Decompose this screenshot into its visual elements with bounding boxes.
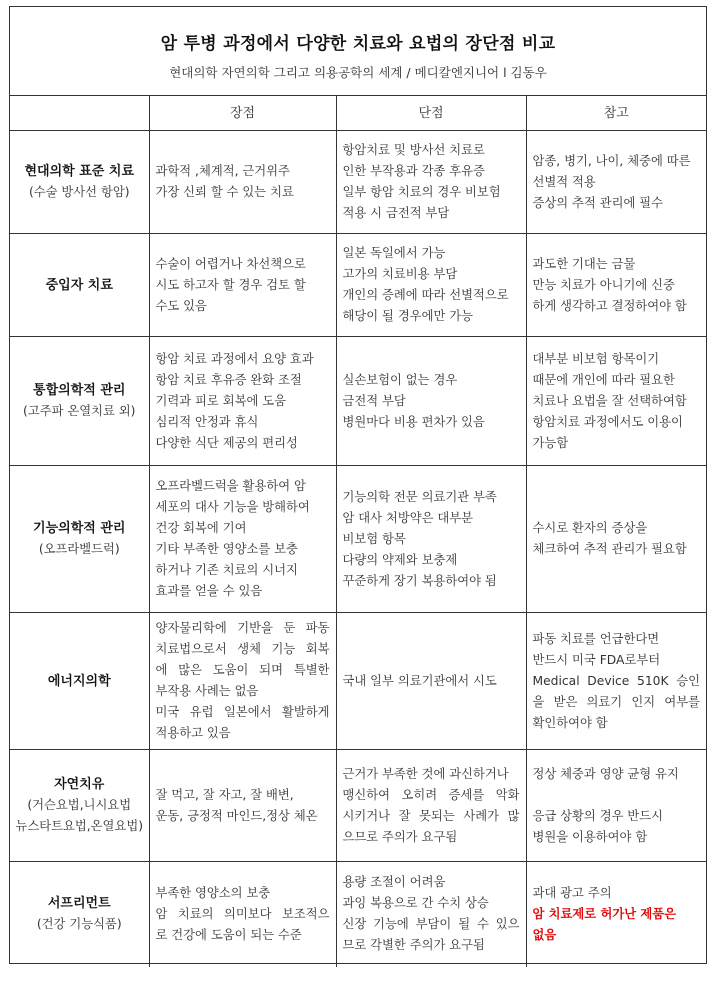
row-name: 에너지의학: [47, 673, 111, 689]
row-subtitle: (수술 방사선 항암): [28, 185, 130, 199]
pros-line: 로 건강에 도움이 되는 수준: [155, 927, 302, 942]
pros-line: 항암 치료 후유증 완화 조절: [155, 372, 302, 387]
comparison-document: [9, 6, 707, 964]
row-header: [10, 234, 149, 337]
pros-line: 부작용 사례는 없음: [155, 684, 259, 698]
note-cell: [526, 466, 706, 613]
document-title: 암 투병 과정에서 다양한 치료와 요법의 장단점 비교: [160, 34, 556, 54]
cons-line: 개인의 증례에 따라 선별적으로: [342, 288, 509, 302]
pros-line: 항암 치료 과정에서 요양 효과: [155, 351, 314, 366]
cons-line: 기능의학 전문 의료기관 부족: [342, 489, 497, 504]
pros-line: 과학적 ,체계적, 근거위주: [155, 164, 290, 178]
header-pros: 장점: [149, 96, 336, 131]
cons-cell: [336, 234, 526, 337]
note-cell: [526, 750, 706, 862]
cons-line: 실손보험이 없는 경우: [342, 372, 458, 387]
note-line: 확인하여야 함: [532, 715, 608, 730]
pros-line: 기타 부족한 영양소를 보충: [155, 542, 298, 556]
pros-line: 양자물리학에 기반을 둔 파동: [155, 621, 330, 635]
note-cell: [526, 131, 706, 234]
row-name: 중입자 치료: [45, 277, 113, 293]
pros-line: 에 많은 도움이 되며 특별한: [155, 663, 330, 677]
note-line: 선별적 적용: [532, 174, 596, 189]
cons-line: 인한 부작용과 각종 후유증: [342, 164, 485, 178]
table-row: [10, 613, 706, 750]
note-line: 체크하여 추적 관리가 필요함: [532, 542, 687, 556]
cons-cell: [336, 131, 526, 234]
header-empty-cell: [10, 96, 149, 131]
document-subtitle: 현대의학 자연의학 그리고 의용공학의 세계 / 메디칼엔지니어 l 김동우: [169, 65, 547, 80]
cons-line: 금전적 부담: [342, 393, 406, 408]
note-line: 암종, 병기, 나이, 체중에 따른: [532, 153, 691, 168]
pros-line: 치료법으로서 생체 기능 회복: [155, 642, 330, 656]
note-line: 암 치료제로 허가난 제품은: [532, 906, 677, 921]
cons-line: 므로 각별한 주의가 요구됨: [342, 938, 485, 953]
pros-line: 수술이 어렵거나 차선책으로: [155, 256, 306, 271]
note-line: 대부분 비보험 항목이기: [532, 351, 660, 366]
table-row: [10, 862, 706, 967]
note-cell: [526, 862, 706, 967]
row-subtitle: (거슨요법,니시요법: [27, 798, 132, 812]
pros-line: 가장 신뢰 할 수 있는 치료: [155, 185, 294, 199]
cons-cell: [336, 750, 526, 862]
note-line: 가능함: [532, 435, 569, 450]
comparison-table: [10, 96, 706, 967]
note-line: 파동 치료를 언급한다면: [532, 631, 660, 646]
row-name: 현대의학 표준 치료: [24, 164, 135, 179]
note-line: [533, 785, 701, 806]
pros-cell: [149, 613, 336, 750]
note-line: 만능 치료가 아니기에 신중: [532, 277, 675, 292]
cons-line: 적용 시 금전적 부담: [342, 206, 450, 220]
note-line: 과대 광고 주의: [532, 885, 612, 900]
pros-cell: [149, 234, 336, 337]
header-cons: 단점: [336, 96, 526, 131]
cons-line: 해당이 될 경우에만 가능: [342, 309, 474, 323]
cons-line: 국내 일부 의료기관에서 시도: [342, 673, 497, 688]
note-line: 반드시 미국 FDA로부터: [532, 652, 661, 667]
row-subtitle: (건강 기능식품): [36, 917, 122, 932]
table-row: [10, 466, 706, 613]
note-line: 병원을 이용하여야 함: [532, 829, 648, 844]
pros-line: 세포의 대사 기능을 방해하여: [155, 500, 310, 514]
table-header-row: [10, 96, 706, 131]
row-name: 서프리먼트: [47, 896, 111, 912]
note-line: 없음: [532, 927, 557, 942]
table-row: [10, 234, 706, 337]
pros-line: 미국 유럽 일본에서 활발하게: [155, 705, 330, 719]
pros-line: 수도 있음: [155, 298, 207, 313]
table-row: [10, 750, 706, 862]
cons-line: 다량의 약제와 보충제: [342, 552, 458, 567]
cons-line: 병원마다 비용 편차가 있음: [342, 414, 485, 429]
note-line: 과도한 기대는 금물: [532, 256, 636, 271]
cons-line: 근거가 부족한 것에 과신하거나: [342, 766, 509, 781]
row-header: [10, 337, 149, 466]
cons-cell: [336, 862, 526, 967]
row-name: 통합의학적 관리: [33, 383, 126, 398]
pros-line: 하거나 기존 치료의 시너지: [155, 563, 298, 577]
cons-line: 암 대사 처방약은 대부분: [342, 510, 474, 525]
row-header: [10, 750, 149, 862]
row-header: [10, 613, 149, 750]
row-header: [10, 466, 149, 613]
table-row: [10, 337, 706, 466]
row-subtitle: (오프라벨드럭): [38, 542, 120, 556]
pros-line: 운동, 긍정적 마인드,정상 체온: [155, 808, 318, 823]
note-line: Medical Device 510K 승인: [532, 673, 700, 688]
cons-line: 고가의 치료비용 부담: [342, 267, 458, 281]
row-name: 자연치유: [54, 777, 105, 792]
note-line: 치료나 요법을 잘 선택하여함: [532, 393, 687, 408]
row-name: 기능의학적 관리: [33, 521, 126, 536]
pros-cell: [149, 862, 336, 967]
pros-line: 잘 먹고, 잘 자고, 잘 배변,: [155, 787, 294, 802]
pros-cell: [149, 131, 336, 234]
note-line: 증상의 추적 관리에 필수: [532, 195, 664, 210]
row-subtitle: 뉴스타트요법,온열요법): [15, 819, 143, 833]
note-cell: [526, 337, 706, 466]
row-subtitle: (고주파 온열치료 외): [23, 404, 136, 418]
row-header: [10, 131, 149, 234]
cons-cell: [336, 337, 526, 466]
pros-line: 오프라벨드럭을 활용하여 암: [155, 479, 306, 493]
note-line: 때문에 개인에 따라 필요한: [532, 372, 675, 387]
pros-cell: [149, 337, 336, 466]
cons-cell: [336, 613, 526, 750]
pros-line: 심리적 안정과 휴식: [155, 414, 259, 429]
cons-line: 맹신하여 오히려 증세를 악화: [342, 787, 520, 802]
pros-line: 적용하고 있음: [155, 726, 231, 740]
header-notes: 참고: [526, 96, 706, 131]
pros-line: 시도 하고자 할 경우 검토 할: [155, 277, 306, 292]
pros-line: 암 치료의 의미보다 보조적으: [155, 906, 330, 921]
cons-cell: [336, 466, 526, 613]
note-cell: [526, 234, 706, 337]
document-header: [10, 7, 706, 96]
cons-line: 꾸준하게 장기 복용하여야 됨: [342, 573, 497, 588]
cons-line: 항암치료 및 방사선 치료로: [342, 143, 485, 157]
cons-line: 비보험 항목: [342, 531, 406, 546]
note-line: 항암치료 과정에서도 이용이: [532, 414, 683, 429]
cons-line: 으므로 주의가 요구됨: [342, 829, 458, 844]
note-line: 정상 체중과 영양 균형 유지: [532, 766, 679, 781]
table-row: [10, 131, 706, 234]
pros-line: 효과를 얻을 수 있음: [155, 584, 263, 598]
note-cell: [526, 613, 706, 750]
pros-line: 기력과 피로 회복에 도움: [155, 393, 287, 408]
cons-line: 일부 항암 치료의 경우 비보험: [342, 185, 501, 199]
cons-line: 용량 조절이 어려움: [342, 875, 446, 890]
pros-cell: [149, 750, 336, 862]
pros-line: 건강 회복에 기여: [155, 521, 247, 535]
row-header: [10, 862, 149, 967]
note-line: 수시로 환자의 증상을: [532, 521, 648, 535]
note-line: 을 받은 의료기 인지 여부를: [532, 694, 700, 709]
cons-line: 일본 독일에서 가능: [342, 246, 446, 260]
pros-line: 다양한 식단 제공의 편리성: [155, 435, 298, 450]
pros-cell: [149, 466, 336, 613]
note-line: 응급 상황의 경우 반드시: [532, 808, 664, 823]
cons-line: 신장 기능에 부담이 될 수 있으: [342, 917, 520, 932]
pros-line: 부족한 영양소의 보충: [155, 885, 271, 900]
note-line: 하게 생각하고 결정하여야 함: [532, 298, 687, 313]
cons-line: 시키거나 잘 못되는 사례가 많: [342, 808, 520, 823]
cons-line: 과잉 복용으로 간 수치 상승: [342, 896, 489, 911]
